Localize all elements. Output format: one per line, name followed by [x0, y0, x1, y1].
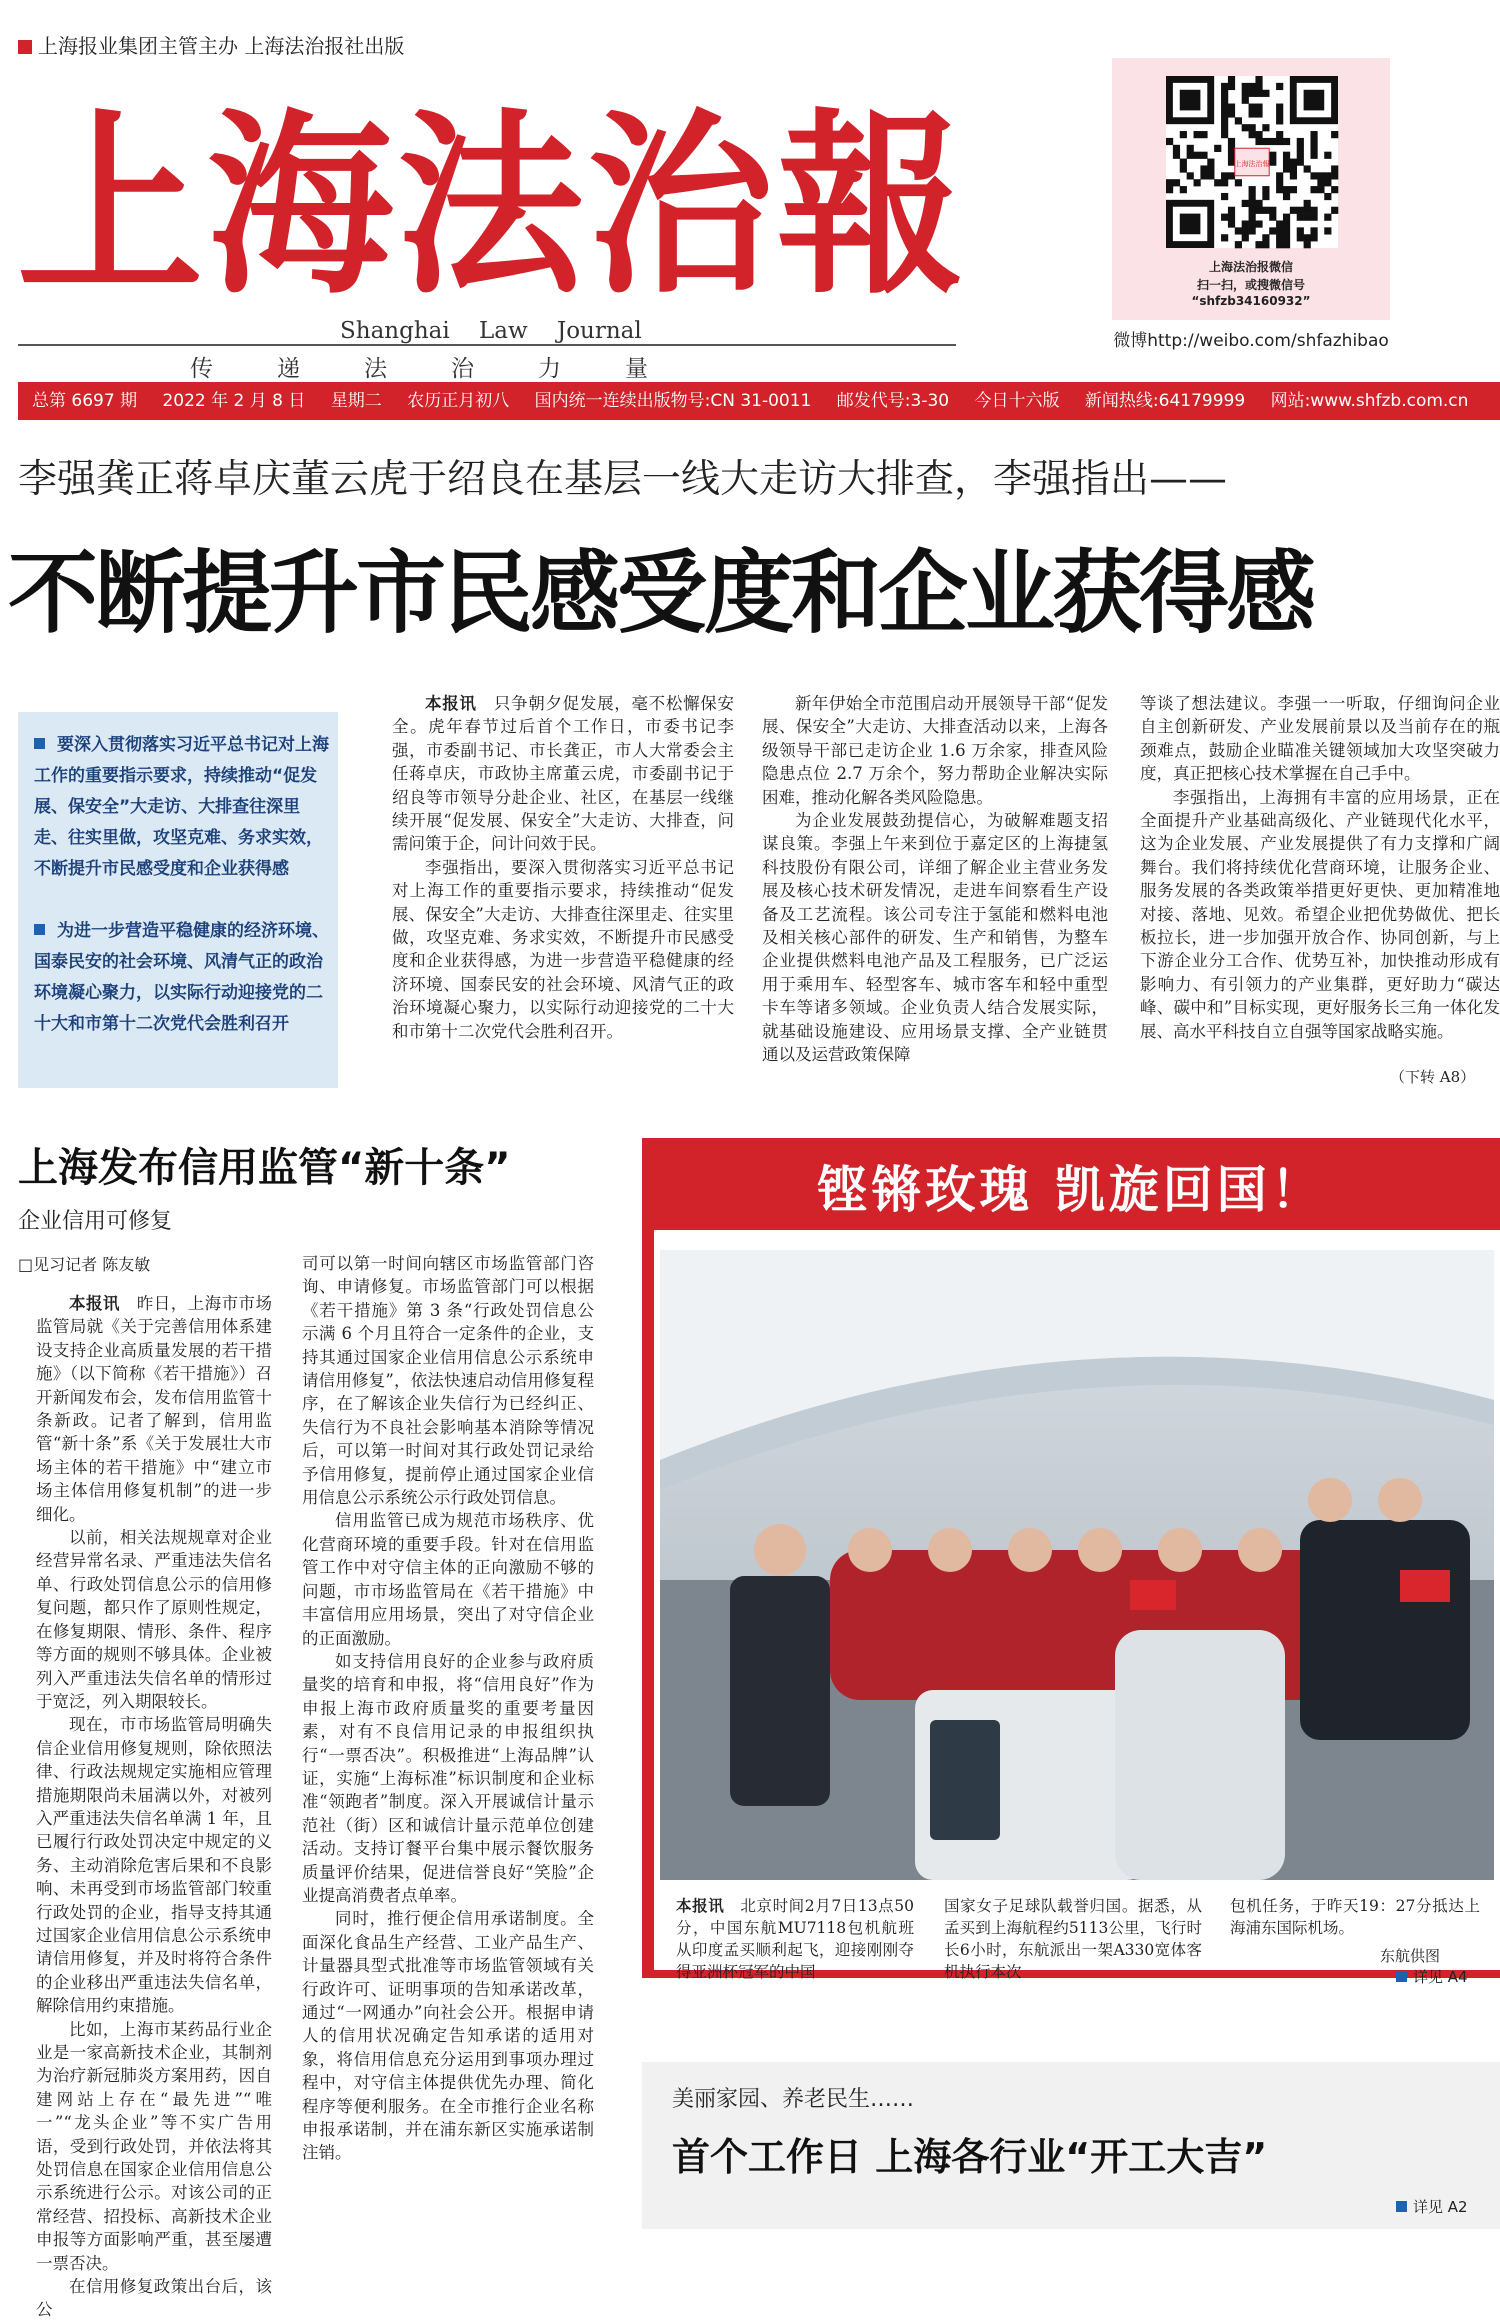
lead-paragraph: 等谈了想法建议。李强一一听取，仔细询问企业自主创新研发、产业发展前景以及当前存在的瓶颈难点，鼓励企业瞄准关键领域加大攻坚突破力度，真正把核心技术掌握在自己手中。 — [1140, 694, 1500, 784]
workday-see-link[interactable]: 详见 A2 — [1396, 2196, 1468, 2217]
lead-continued-link[interactable]: （下转 A8） — [1390, 1068, 1476, 1086]
credit-paragraph: 以前，相关法规规章对企业经营异常名录、严重违法失信名单、行政处罚信息公示的信用修复问题，都只作了原则性规定，在修复期限、情形、条件、程序等方面的规则不够具体。企业被列入严重违法失信名单的情形过于宽泛，列入期限较长。 — [36, 1528, 272, 1711]
issue-info-bar — [18, 382, 1500, 420]
credit-paragraph: 信用监管已成为规范市场秩序、优化营商环境的重要手段。针对在信用监管工作中对守信主体的正向激励不够的问题，市市场监管局在《若干措施》中丰富信用应用场景，突出了对守信企业的正面激励。 — [302, 1511, 594, 1648]
credit-paragraph: 现在，市市场监管局明确失信企业信用修复规则，除依照法律、行政法规规定实施相应管理措施期限尚未届满以外，对被列入严重违法失信名单满 1 年，且已履行行政处罚决定中规定的义务、主动消除危害后果和不良影响、未再受到市场监管部门较重行政处罚的企业，指导支持其通过国家企业信用信息公示系统申请信用修复，并及时将符合条件的企业移出严重违法失信名单，解除信用约束措施。 — [36, 1715, 272, 2016]
dateline: 本报讯 — [676, 1897, 725, 1915]
lunar-date: 农历正月初八 — [407, 391, 510, 411]
workday-kicker: 美丽家园、养老民生…… — [672, 2087, 915, 2112]
dateline: 本报讯 — [69, 1294, 120, 1313]
rose-caption: 包机任务，于昨天19：27分抵达上海浦东国际机场。 — [1230, 1897, 1480, 1937]
summary-item: 要深入贯彻落实习近平总书记对上海工作的重要指示要求，持续推动“促发展、保安全”大走访、大排查往深里走、往实里做，攻坚克难、务求实效，不断提升市民感受度和企业获得感 — [34, 735, 329, 879]
workday-headline[interactable]: 首个工作日 上海各行业“开工大吉” — [672, 2135, 1268, 2179]
masthead-english-name: Shanghai Law Journal — [340, 318, 642, 344]
rose-see-link[interactable]: 详见 A4 — [1396, 1966, 1468, 1987]
rose-caption-column-2 — [944, 1895, 1202, 1981]
rose-caption: 国家女子足球队载誉归国。据悉，从孟买到上海航程约5113公里，飞行时长6小时，东航派出一架A330宽体客机执行本次 — [944, 1897, 1202, 1981]
lead-paragraph: 本报讯 只争朝夕促发展，毫不松懈保安全。虎年春节过后首个工作日，市委书记李强，市委副书记、市长龚正，市人大常委会主任蒋卓庆，市政协主席董云虎，市委副书记于绍良等市领导分赴企业、社区，在基层一线继续开展“促发展、保安全”大走访、大排查，问需问策于企，问计问效于民。 — [392, 694, 735, 854]
lead-paragraph: 为企业发展鼓劲提信心，为破解难题支招谋良策。李强上午来到位于嘉定区的上海捷氢科技股份有限公司，详细了解企业主营业务发展及核心技术研发情况，走进车间察看生产设备及工艺流程。该公司专注于氢能和燃料电池及相关核心部件的研发、生产和销售，为整车企业提供燃料电池产品及工程服务，已广泛运用于乘用车、轻型客车、城市客车和轻中重型卡车等诸多领域。企业负责人结合发展实际，就基础设施建设、应用场景支撑、全产业链贯通以及运营政策保障 — [762, 811, 1108, 1065]
credit-paragraph: 比如，上海市某药品行业企业是一家高新技术企业，其制剂为治疗新冠肺炎方案用药，因自建网站上存在“最先进”“唯一”“龙头企业”等不实广告用语，受到行政处罚，并依法将其处罚信息在国家企业信用信息公示系统进行公示。对该公司的正常经营、招投标、高新技术企业申报等方面影响严重，甚至屡遭一票否决。 — [36, 2019, 272, 2273]
credit-paragraph: 本报讯 昨日，上海市市场监管局就《关于完善信用体系建设支持企业高质量发展的若干措施》（以下简称《若干措施》）召开新闻发布会，发布信用监管十条新政。记者了解到，信用监管“新十条”系《关于发展壮大市场主体的若干措施》中“建立市场主体信用修复机制”的进一步细化。 — [36, 1294, 273, 1524]
rose-caption-column-3 — [1230, 1895, 1480, 1975]
credit-column-1 — [36, 1292, 273, 2320]
qr-center-logo: 上海法治報 — [1234, 160, 1270, 169]
masthead-rule — [18, 344, 956, 346]
lead-paragraph: 李强指出，要深入贯彻落实习近平总书记对上海工作的重要指示要求，持续推动“促发展、保安全”大走访、大排查往深里走、往实里做，攻坚克难、务求实效，不断提升市民感受度和企业获得感，为进一步营造平稳健康的经济环境、国泰民安的社会环境、风清气正的政治环境凝心聚力，以实际行动迎接党的二十大和市第十二次党代会胜利召开。 — [392, 857, 734, 1041]
dateline: 本报讯 — [425, 694, 477, 713]
lead-column-1 — [392, 692, 734, 1088]
blue-square-icon — [1396, 2201, 1407, 2212]
qr-caption-line-2: 扫一扫，或搜微信号 — [1196, 278, 1305, 292]
lead-kicker: 李强龚正蒋卓庆董云虎于绍良在基层一线大走访大排查，李强指出—— — [18, 457, 1228, 502]
supervisor-line: 上海报业集团主管主办 上海法治报社出版 — [18, 30, 404, 59]
credit-paragraph: 如支持信用良好的企业参与政府质量奖的培育和申报，将“信用良好”作为申报上海市政府质量奖的重要考量因素，对有不良信用记录的申报组织执行“一票否决”。积极推进“上海品牌”认证，实施“上海标准”标识制度和企业标准“领跑者”制度。深入开展诚信计量示范社（街）区和诚信计量示范单位创建活动。支持订餐平台集中展示餐饮服务质量评价结果，促进信誉良好“笑脸”企业提高消费者点单率。 — [302, 1651, 594, 1905]
team-cabin-photo[interactable] — [660, 1250, 1494, 1880]
credit-paragraph: 司可以第一时间向辖区市场监管部门咨询、申请修复。市场监管部门可以根据《若干措施》第 3 条“行政处罚信息公示满 6 个月且符合一定条件的企业，支持其通过国家企业信用信息公示系统申请信用修复”，依法快速启动信用修复程序，在了解该企业失信行为已经纠正、失信行为不良社会影响基本消除等情况后，可以第一时间对其行政处罚记录给予信用修复，提前停止通过国家企业信用信息公示系统公示行政处罚信息。 — [302, 1254, 594, 1508]
lead-headline[interactable]: 不断提升市民感受度和企业获得感 — [8, 541, 1313, 646]
blue-square-icon — [34, 924, 45, 935]
weibo-link[interactable]: 微博http://weibo.com/shfazhibao — [1113, 331, 1389, 351]
page-count: 今日十六版 — [974, 391, 1060, 411]
blue-square-icon — [1396, 1971, 1407, 1982]
rose-caption: 本报讯 北京时间2月7日13点50分，中国东航MU7118包机航班从印度孟买顺利起飞，迎接刚刚夺得亚洲杯冠军的中国 — [676, 1897, 914, 1981]
masthead-logo — [10, 78, 975, 321]
credit-byline: □见习记者 陈友敏 — [18, 1255, 151, 1274]
issue-weekday: 星期二 — [330, 391, 382, 411]
credit-paragraph: 同时，推行便企信用承诺制度。全面深化食品生产经营、工业产品生产、计量器具型式批准等市场监管领域有关行政许可、证明事项的告知承诺改革，通过“一网通办”向社会公开。根据申请人的信用状况确定告知承诺的适用对象，将信用信息充分运用到事项办理过程中，对守信主体提供优先办理、简化程序等便利服务。在全市推行企业名称申报承诺制，并在浦东新区实施承诺制注销。 — [302, 1909, 594, 2163]
rose-caption-column-1 — [676, 1895, 914, 1981]
photo-credit: 东航供图 — [1380, 1947, 1441, 1965]
qr-caption-line-3: “shfzb34160932” — [1191, 294, 1311, 308]
issue-number: 总第 6697 期 — [32, 391, 138, 411]
red-square-icon — [18, 40, 32, 54]
qr-caption-line-1: 上海法治报微信 — [1208, 260, 1293, 274]
lead-paragraph: 李强指出，上海拥有丰富的应用场景，正在全面提升产业基础高级化、产业链现代化水平，这为企业发展、产业发展提供了有力支撑和广阔舞台。我们将持续优化营商环境，让服务企业、服务发展的各类政策举措更好更快、更加精准地对接、落地、见效。希望企业把优势做优、把长板拉长，进一步加强开放合作、协同创新，与上下游企业分工合作、优势互补，加快推动形成有影响力、有引领力的产业集群，更好助力“碳达峰、碳中和”目标实现，更好服务长三角一体化发展、高水平科技自立自强等国家战略实施。 — [1140, 787, 1500, 1041]
masthead-logo-text: 上海法治報 — [17, 91, 967, 321]
credit-column-2 — [302, 1252, 594, 2222]
wechat-qr-code[interactable] — [1166, 76, 1338, 248]
masthead-slogan: 传递法治力量 — [190, 356, 712, 382]
lead-column-2 — [762, 692, 1108, 1088]
blue-square-icon — [34, 738, 45, 749]
lead-column-3 — [1140, 692, 1500, 1088]
rose-feature-title[interactable]: 铿锵玫瑰 凯旋回国！ — [817, 1160, 1325, 1219]
credit-subheadline: 企业信用可修复 — [18, 1209, 173, 1234]
credit-headline[interactable]: 上海发布信用监管“新十条” — [18, 1145, 511, 1191]
lead-summary-box — [18, 712, 338, 1088]
summary-item: 为进一步营造平稳健康的经济环境、国泰民安的社会环境、风清气正的政治环境凝心聚力，以实际行动迎接党的二十大和市第十二次党代会胜利召开 — [34, 921, 329, 1034]
website-link[interactable]: 网站:www.shfzb.com.cn — [1270, 391, 1469, 411]
news-hotline: 新闻热线:64179999 — [1084, 391, 1246, 411]
lead-paragraph: 新年伊始全市范围启动开展领导干部“促发展、保安全”大走访、大排查活动以来，上海各级领导干部已走访企业 1.6 万余家，排查风险隐患点位 2.7 万余个，努力帮助企业解决实际困难，推动化解各类风险隐患。 — [762, 694, 1108, 807]
cn-serial-number: 国内统一连续出版物号:CN 31-0011 — [534, 391, 812, 411]
issue-date: 2022 年 2 月 8 日 — [162, 391, 306, 411]
postal-code: 邮发代号:3-30 — [836, 391, 950, 411]
credit-paragraph: 在信用修复政策出台后，该公 — [36, 2277, 272, 2320]
